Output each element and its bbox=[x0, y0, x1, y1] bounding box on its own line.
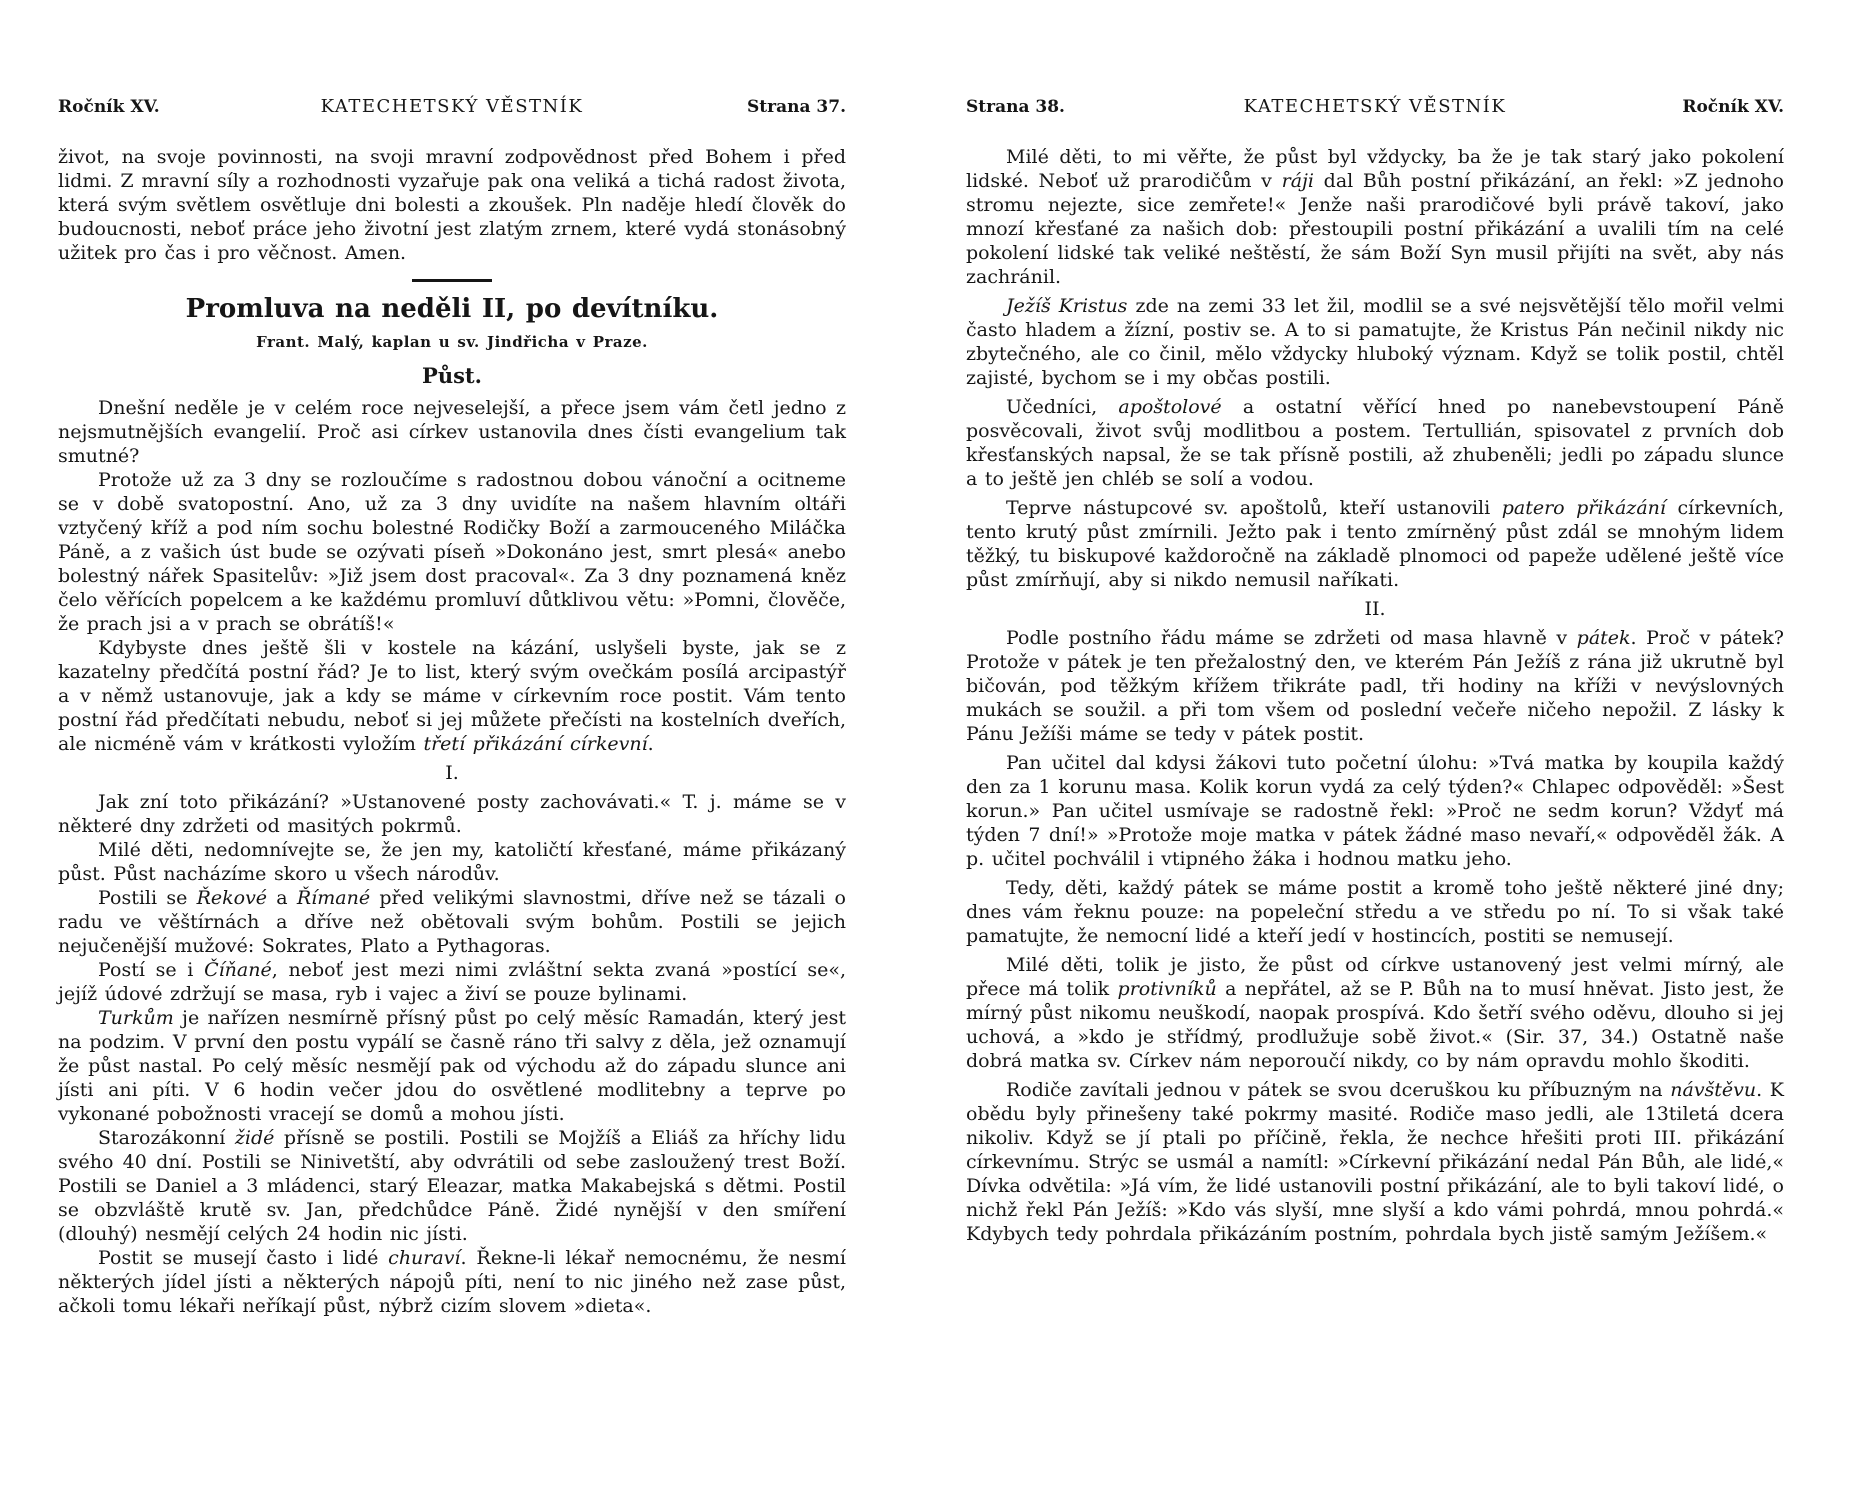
paragraph: Jak zní toto přikázání? »Ustanovené posty zachovávati.« T. j. máme se v některé dny zdržeti od masitých pokrmů. bbox=[58, 791, 846, 837]
paragraph: Milé děti, to mi věřte, že půst byl vždycky, ba že je tak starý jako pokolení lidské. Neboť už prarodičům v ráji dal Bůh postní přikázání, an řekl: »Z jednoho stromu nejezte, sice zemřete!« Jenže naši prarodičové byli právě takoví, jako mnozí křesťané za našich dob: přestoupili postní přikázání a uvalili tím na celé pokolení lidské tak veliké neštěstí, že sám Boží Syn musil přijíti na svět, aby nás zachránil. bbox=[966, 146, 1784, 288]
volume-label: Ročník XV. bbox=[1682, 97, 1784, 117]
page-38-body bbox=[966, 145, 1784, 1246]
article-section-heading: Půst. bbox=[422, 363, 482, 388]
paragraph: Starozákonní židé přísně se postili. Postili se Mojžíš a Eliáš za hříchy lidu svého 40 dní. Postili se Ninivetští, aby odvrátili od sebe zasloužený trest Boží. Postili se Daniel a 3 mládenci, starý Eleazar, matka Makabejská s dětmi. Postil se obzvláště krutě sv. Jan, předchůdce Páně. Židé nynější v den smíření (dlouhý) nesmějí celých 24 hodin nic jísti. bbox=[58, 1127, 846, 1245]
page-38-header bbox=[966, 96, 1784, 117]
page-37-header bbox=[58, 96, 846, 117]
volume-label: Ročník XV. bbox=[58, 97, 160, 117]
page-37 bbox=[58, 96, 846, 1318]
paragraph: Tedy, děti, každý pátek se máme postit a kromě toho ještě některé jiné dny; dnes vám řeknu pouze: na popeleční středu a ve středu po ní. To si však také pamatujte, že nemocní lidé a kteří jedí v hostincích, postiti se nemusejí. bbox=[966, 877, 1784, 947]
paragraph: Pan učitel dal kdysi žákovi tuto početní úlohu: »Tvá matka by koupila každý den za 1 korunu masa. Kolik korun vydá za celý týden?« Chlapec odpověděl: »Šest korun.» Pan učitel usmívaje se radostně řekl: »Proč ne sedm korun? Vždyť má týden 7 dní!» »Protože moje matka v pátek žádné maso nevaří,« odpověděl žák. A p. učitel pochválil i vtipného žáka i hodnou matku jeho. bbox=[966, 752, 1784, 870]
intro-paragraph: život, na svoje povinnosti, na svoji mravní zodpovědnost před Bohem i před lidmi. Z mravní síly a rozhodnosti vyzařuje pak ona veliká a tichá radost života, která svým světlem osvětluje dni bolesti a zkoušek. Pln naděje hledí člověk do budoucnosti, neboť práce jeho životní jest zlatým zrnem, které vydá stonásobný užitek pro čas i pro věčnost. Amen. bbox=[58, 146, 846, 264]
paragraph: Postili se Řekové a Římané před velikými slavnostmi, dříve než se tázali o radu ve věštírnách a dříve než obětovali svým bohům. Postili se jejich nejučenější mužové: Sokrates, Plato a Pythagoras. bbox=[58, 887, 846, 957]
part-one-heading: I. bbox=[445, 762, 459, 784]
paragraph: Kdybyste dnes ještě šli v kostele na kázání, uslyšeli byste, jak se z kazatelny předčítá postní řád? Je to list, který svým ovečkám posílá arcipastýř a v němž ustanovuje, jak a kdy se máme v církevním roce postit. Vám tento postní řád předčítati nebudu, neboť si jej můžete přečísti na kostelních dveřích, ale nicméně vám v krátkosti vyložím třetí přikázání církevní. bbox=[58, 637, 846, 755]
section-divider bbox=[412, 279, 492, 282]
paragraph: Podle postního řádu máme se zdržeti od masa hlavně v pátek. Proč v pátek? Protože v pátek je ten přežalostný den, ve kterém Pán Ježíš z rána již ukrutně byl bičován, pod těžkým křížem třikráte padl, tři hodiny na kříži v nevýslovných mukách se soužil. a při tom všem od poslední večeře ničeho nepožil. Z lásky k Pánu Ježíši máme se tedy v pátek postit. bbox=[966, 627, 1784, 745]
part-two-heading: II. bbox=[1364, 598, 1386, 620]
page-38 bbox=[966, 96, 1784, 1251]
journal-title: KATECHETSKÝ VĚSTNÍK bbox=[1243, 96, 1507, 117]
paragraph: Postit se musejí často i lidé churaví. Řekne-li lékař nemocnému, že nesmí některých jídel jísti a některých nápojů píti, není to nic jiného než zase půst, ačkoli tomu lékaři neříkají půst, nýbrž cizím slovem »dieta«. bbox=[58, 1247, 846, 1317]
page-number: Strana 37. bbox=[747, 97, 846, 117]
paragraph: Postí se i Číňané, neboť jest mezi nimi zvláštní sekta zvaná »postící se«, jejíž údové zdržují se masa, ryb i vajec a živí se pouze bylinami. bbox=[58, 959, 846, 1005]
paragraph: Ježíš Kristus zde na zemi 33 let žil, modlil se a své nejsvětější tělo mořil velmi často hladem a žízní, postiv se. A to si pamatujte, že Kristus Pán nečinil nikdy nic zbytečného, ale co činil, mělo vždycky hluboký význam. Když se tolik postil, chtěl zajisté, bychom se i my občas postili. bbox=[966, 295, 1784, 389]
paragraph: Dnešní neděle je v celém roce nejveselejší, a přece jsem vám četl jedno z nejsmutnějších evangelií. Proč asi církev ustanovila dnes čísti evangelium tak smutné? bbox=[58, 397, 846, 467]
paragraph: Milé děti, nedomnívejte se, že jen my, katoličtí křesťané, máme přikázaný půst. Půst nacházíme skoro u všech národův. bbox=[58, 839, 846, 885]
paragraph: Milé děti, tolik je jisto, že půst od církve ustanovený jest velmi mírný, ale přece má tolik protivníků a nepřátel, až se P. Bůh na to musí hněvat. Jisto jest, že mírný půst nikomu neuškodí, naopak prospívá. Kdo šetří svého oděvu, dlouho si jej uchová, a »kdo je střídmý, prodlužuje sobě život.« (Sir. 37, 34.) Ostatně naše dobrá matka sv. Církev nám neporoučí nikdy, co by nám opravdu mohlo škoditi. bbox=[966, 954, 1784, 1072]
page-number: Strana 38. bbox=[966, 97, 1065, 117]
article-title: Promluva na neděli II, po devítníku. bbox=[185, 294, 719, 324]
journal-title: KATECHETSKÝ VĚSTNÍK bbox=[320, 96, 584, 117]
paragraph: Protože už za 3 dny se rozloučíme s radostnou dobou vánoční a ocitneme se v době svatopostní. Ano, už za 3 dny uvidíte na našem hlavním oltáři vztyčený kříž a pod ním sochu bolestné Rodičky Boží a zarmouceného Miláčka Páně, a z vašich úst bude se ozývati píseň »Dokonáno jest, smrt plesá« anebo bolestný nářek Spasitelův: »Již jsem dost pracoval«. Za 3 dny poznamená kněz čelo věřících popelcem a ke každému promluví důtklivou větu: »Pomni, člověče, že prach jsi a v prach se obrátíš!« bbox=[58, 469, 846, 635]
paragraph: Učedníci, apoštolové a ostatní věřící hned po nanebevstoupení Páně posvěcovali, život svůj modlitbou a postem. Tertullián, spisovatel z prvních dob křesťanských napsal, že se tak přísně postili, až zhubeněli; jedli po západu slunce a to ještě jen chléb se solí a vodou. bbox=[966, 396, 1785, 490]
paragraph: Teprve nástupcové sv. apoštolů, kteří ustanovili patero přikázání církevních, tento krutý půst zmírnili. Ježto pak i tento zmírněný půst zdál se mnohým lidem těžký, tu biskupové každoročně na základě plnomoci od papeže udělené ještě více půst zmírňují, aby si nikdo nemusil naříkati. bbox=[966, 497, 1785, 591]
paragraph: Turkům je nařízen nesmírně přísný půst po celý měsíc Ramadán, který jest na podzim. V první den postu vypálí se časně ráno tři salvy z děla, jež oznamují že půst nastal. Po celý měsíc nesmějí pak od východu až do západu slunce ani jísti ani píti. V 6 hodin večer jdou do osvětlené modlitebny a teprve po vykonané pobožnosti vracejí se domů a mohou jísti. bbox=[58, 1007, 846, 1125]
page-37-body bbox=[58, 145, 846, 1318]
article-byline: Frant. Malý, kaplan u sv. Jindřicha v Praze. bbox=[256, 333, 648, 351]
paragraph: Rodiče zavítali jednou v pátek se svou dceruškou ku příbuzným na návštěvu. K obědu byly přinešeny také pokrmy masité. Rodiče maso jedli, ale 13tiletá dcera nikoliv. Když se jí ptali po příčině, řekla, že nechce hřešiti proti III. přikázání církevnímu. Strýc se usmál a namítl: »Církevní přikázání nedal Pán Bůh, ale lidé,« Dívka odvětila: »Já vím, že lidé ustanovili postní přikázání, ale to byli takoví lidé, o nichž řekl Pán Ježíš: »Kdo vás slyší, mne slyší a kdo vámi pohrdá, mnou pohrdá.« Kdybych tedy pohrdala přikázáním postním, pohrdala bych jistě samým Ježíšem.« bbox=[966, 1079, 1785, 1245]
